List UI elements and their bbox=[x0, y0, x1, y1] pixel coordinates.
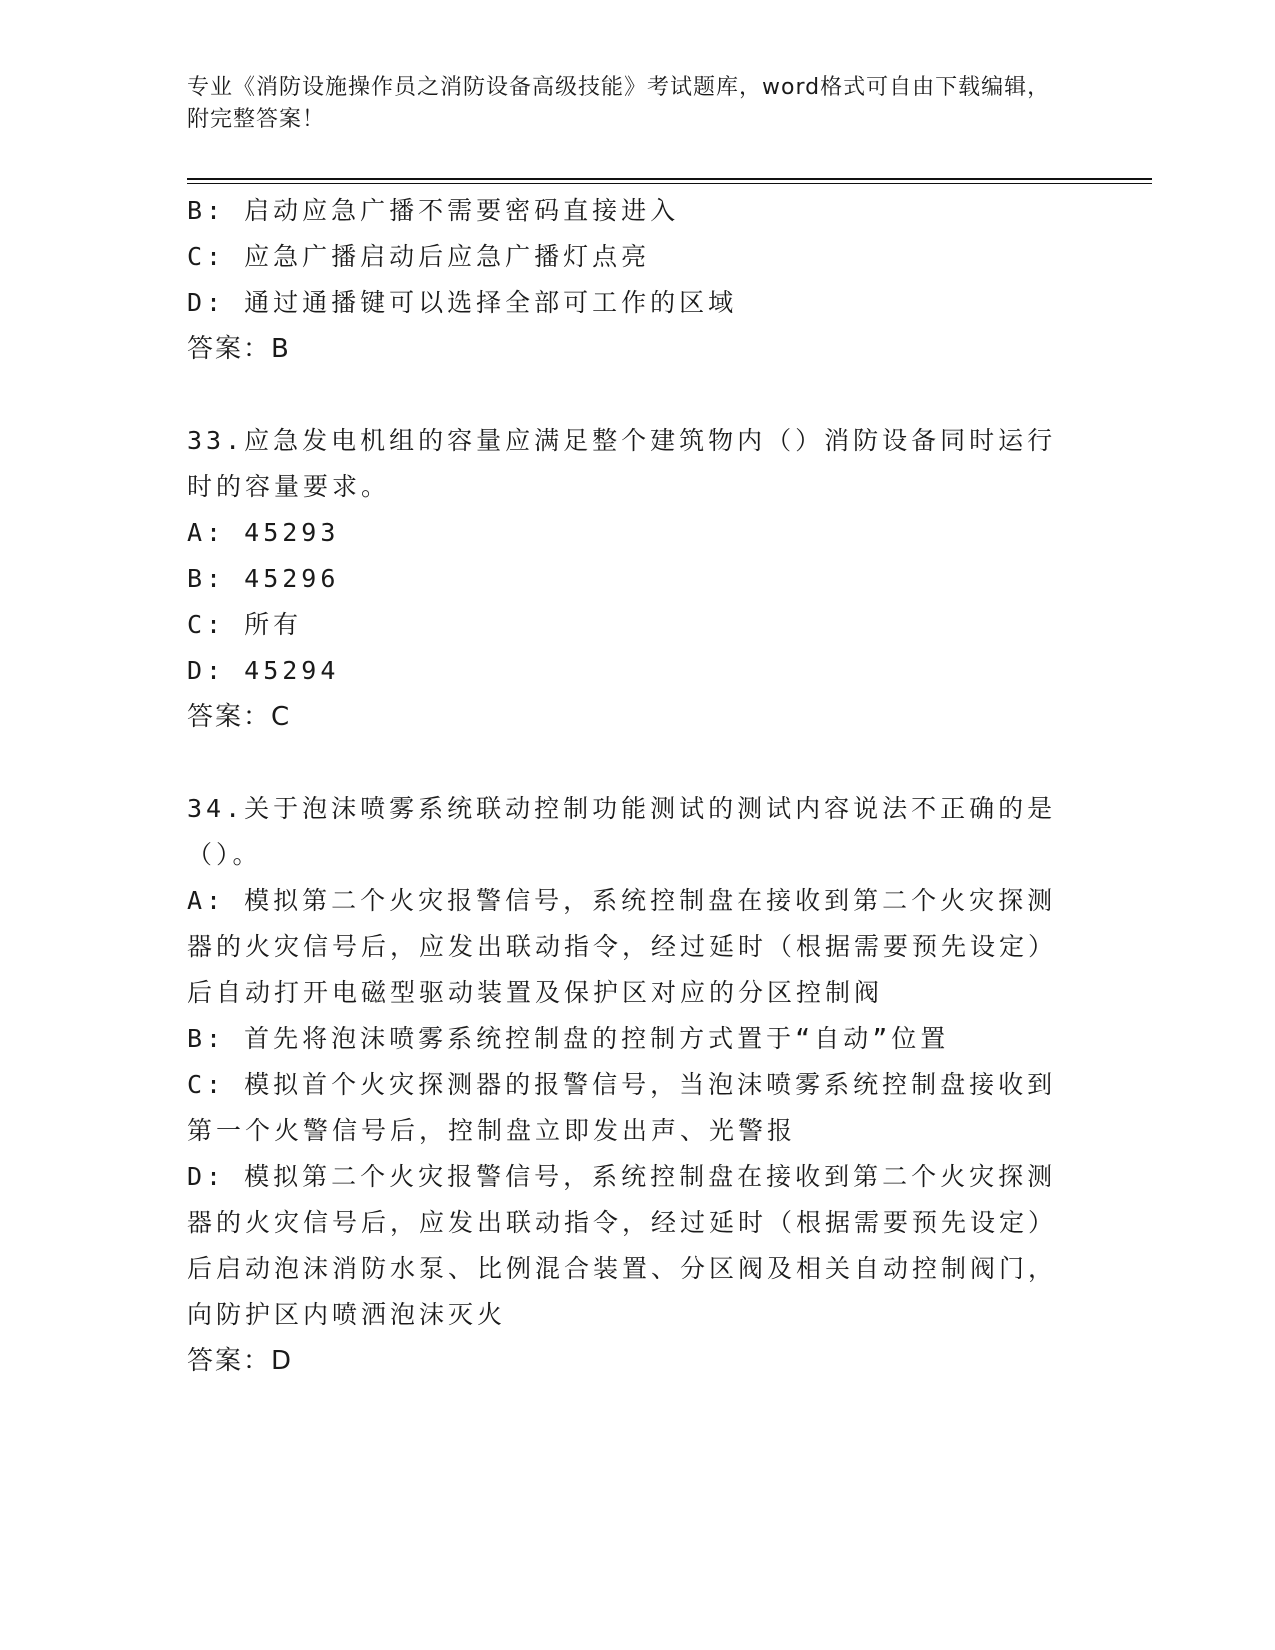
option-c: C: 所有 bbox=[187, 610, 303, 639]
option-a: A: 45293 bbox=[187, 518, 340, 547]
header-rule-thick bbox=[187, 178, 1152, 180]
spacer bbox=[187, 740, 1077, 786]
question-stem: 34.关于泡沫喷雾系统联动控制功能测试的测试内容说法不正确的是（）。 bbox=[187, 794, 1057, 869]
question-stem: 33.应急发电机组的容量应满足整个建筑物内（）消防设备同时运行时的容量要求。 bbox=[187, 426, 1057, 501]
option-c: C: 应急广播启动后应急广播灯点亮 bbox=[187, 242, 651, 271]
option-b: B: 45296 bbox=[187, 564, 340, 593]
answer-line: 答案：B bbox=[187, 334, 291, 364]
option-b: B: 启动应急广播不需要密码直接进入 bbox=[187, 196, 680, 225]
question-34 bbox=[187, 786, 1077, 1384]
previous-question bbox=[187, 188, 1077, 372]
header-rule-thin bbox=[187, 183, 1152, 184]
option-c: C: 模拟首个火灾探测器的报警信号，当泡沫喷雾系统控制盘接收到第一个火警信号后，控制盘立即发出声、光警报 bbox=[187, 1070, 1057, 1145]
option-d: D: 通过通播键可以选择全部可工作的区域 bbox=[187, 288, 738, 317]
option-d: D: 45294 bbox=[187, 656, 340, 685]
option-a: A: 模拟第二个火灾报警信号，系统控制盘在接收到第二个火灾探测器的火灾信号后，应发出联动指令，经过延时（根据需要预先设定）后自动打开电磁型驱动装置及保护区对应的分区控制阀 bbox=[187, 886, 1058, 1007]
answer-line: 答案：C bbox=[187, 702, 292, 732]
option-d: D: 模拟第二个火灾报警信号，系统控制盘在接收到第二个火灾探测器的火灾信号后，应发出联动指令，经过延时（根据需要预先设定）后启动泡沫消防水泵、比例混合装置、分区阀及相关自动控制阀门，向防护区内喷洒泡沫灭火 bbox=[187, 1162, 1058, 1329]
option-b: B: 首先将泡沫喷雾系统控制盘的控制方式置于“自动”位置 bbox=[187, 1024, 950, 1053]
page-header: 专业《消防设施操作员之消防设备高级技能》考试题库，word格式可自由下载编辑，附完整答案！ bbox=[187, 75, 1051, 132]
question-33 bbox=[187, 418, 1077, 740]
answer-line: 答案：D bbox=[187, 1346, 294, 1376]
question-content bbox=[187, 188, 1077, 1384]
spacer bbox=[187, 372, 1077, 418]
